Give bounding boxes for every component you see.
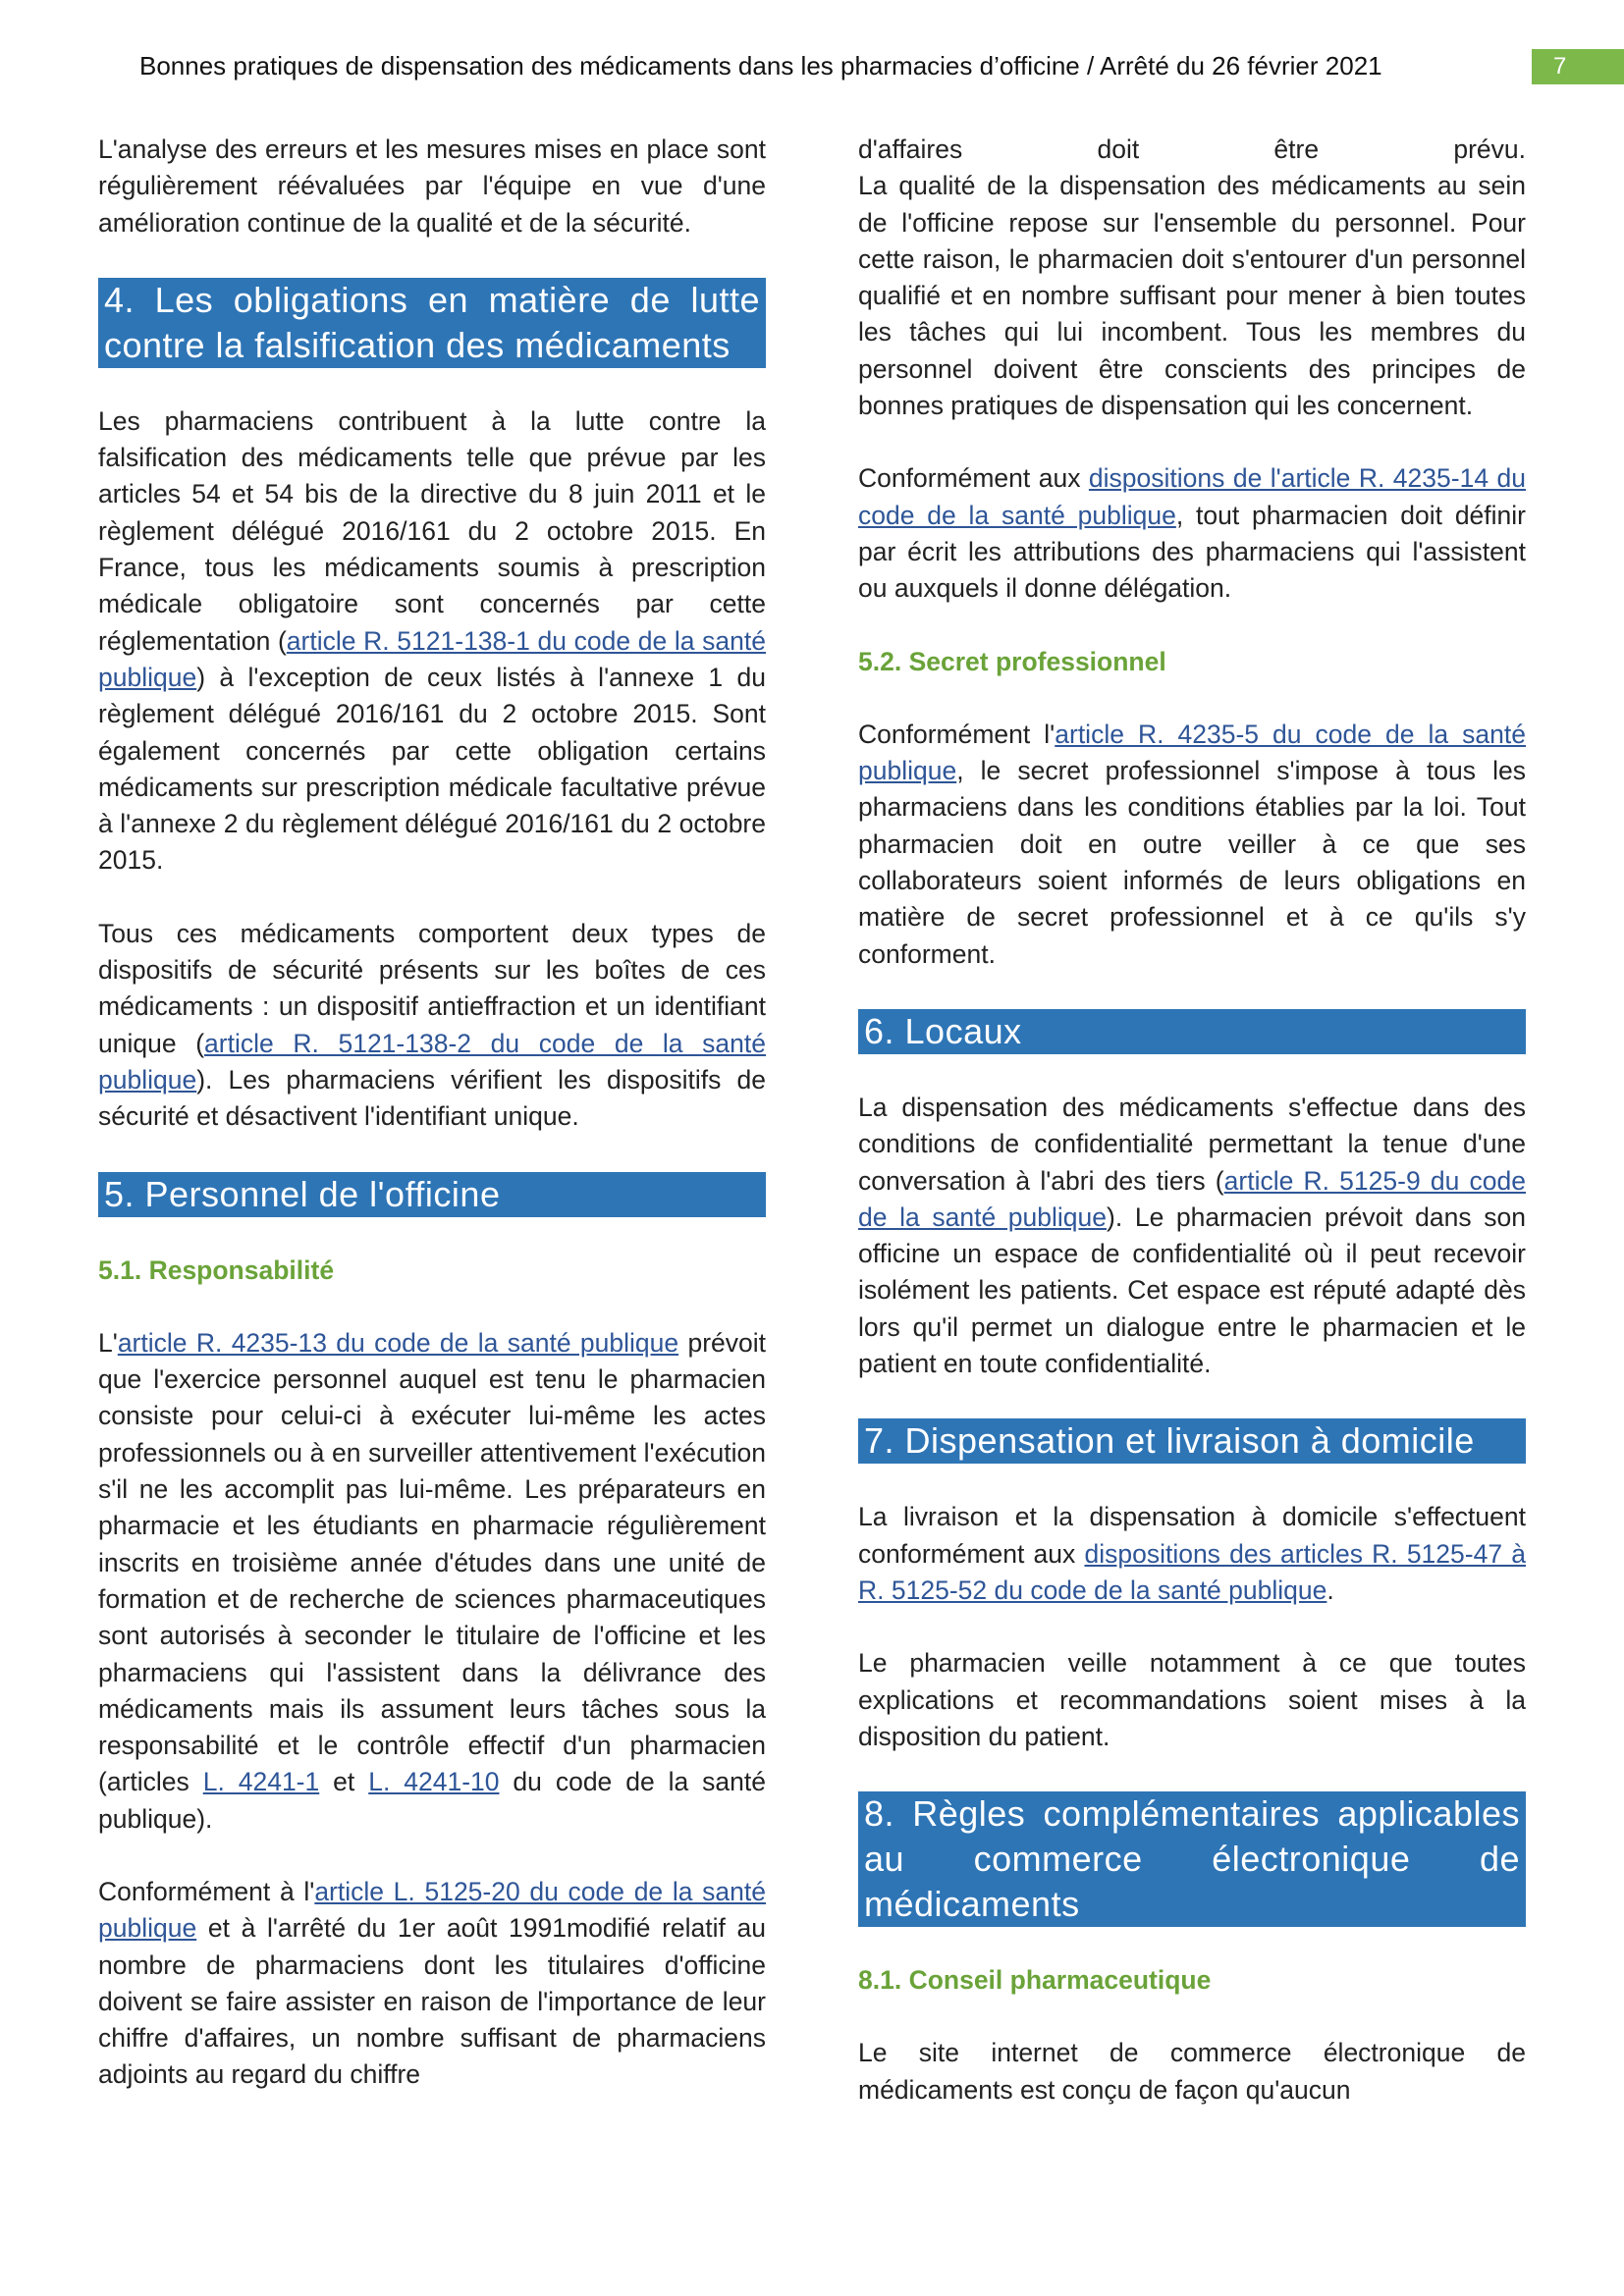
page-number: 7 <box>1532 49 1624 84</box>
paragraph: L'analyse des erreurs et les mesures mises en place sont régulièrement réévaluées par l'équipe en vue d'une amélioration continue de la qualité et de la sécurité. <box>98 134 766 238</box>
article-link[interactable]: article R. 5121-138-2 du code de la santé publique <box>98 1028 766 1095</box>
section-heading-6: 6. Locaux <box>858 1009 1526 1054</box>
paragraph: Les pharmaciens contribuent à la lutte contre la falsification des médicaments telle que prévue par les articles 54 et 54 bis de la directive du 8 juin 2011 et le règlement délégué 2016/161 du 2 octobre 2015. En France, tous les médicaments soumis à prescription médicale obligatoire sont concernés par cette réglementation (article R. 5121-138-1 du code de la santé publique) à l'exception de ceux listés à l'annexe 1 du règlement délégué 2016/161 du 2 octobre 2015. Sont également concernés par cette obligation certains médicaments sur prescription médicale facultative prévue à l'annexe 2 du règlement délégué 2016/161 du 2 octobre 2015. <box>98 405 766 876</box>
document-title: Bonnes pratiques de dispensation des médicaments dans les pharmacies d’officine / Arrêté du 26 février 2021 <box>139 51 1382 80</box>
article-link[interactable]: dispositions des articles R. 5125-47 à R. 5125-52 du code de la santé publique <box>858 1538 1526 1605</box>
article-link[interactable]: L. 4241-1 <box>202 1767 320 1797</box>
section-heading-4: 4. Les obligations en matière de lutte contre la falsification des médicaments <box>98 278 766 368</box>
right-column <box>858 132 1526 2109</box>
article-link[interactable]: article R. 5125-9 du code de la santé publique <box>858 1165 1526 1232</box>
paragraph: Conformément aux dispositions de l'article R. 4235-14 du code de la santé publique, tout pharmacien doit définir par écrit les attributions des pharmaciens qui l'assistent ou auxquels il donne délégation. <box>858 463 1526 604</box>
article-link[interactable]: article R. 4235-5 du code de la santé publique <box>858 719 1527 786</box>
paragraph: L'article R. 4235-13 du code de la santé publique prévoit que l'exercice personnel auquel est tenu le pharmacien consiste pour celui-ci à exécuter lui-même les actes professionnels ou à en surveiller attentivement l'exécution s'il ne les accomplit pas lui-même. Les préparateurs en pharmacie et les étudiants en pharmacie régulièrement inscrits en troisième année d'études dans une unité de formation et de recherche de sciences pharmaceutiques sont autorisés à seconder le titulaire de l'officine et les pharmaciens qui l'assistent dans la délivrance des médicaments mais ils assument leurs tâches sous la responsabilité et le contrôle effectif d'un pharmacien (articles L. 4241-1 et L. 4241-10 du code de la santé publique). <box>98 1327 767 1834</box>
paragraph: Conformément l'article R. 4235-5 du code de la santé publique, le secret professionnel s'impose à tous les pharmaciens dans les conditions établies par la loi. Tout pharmacien doit en outre veiller à ce que ses collaborateurs soient informés de leurs obligations en matière de secret professionnel et à ce qu'ils s'y conforment. <box>858 719 1527 969</box>
paragraph: La dispensation des médicaments s'effectue dans des conditions de confidentialité permettant la tenue d'une conversation à l'abri des tiers (article R. 5125-9 du code de la santé publique). Le pharmacien prévoit dans son officine un espace de confidentialité où il peut recevoir isolément les patients. Cet espace est réputé adapté dès lors qu'il permet un dialogue entre le pharmacien et le patient en toute confidentialité. <box>858 1092 1526 1379</box>
paragraph: d'affaires doit être prévu. <box>858 134 1526 164</box>
paragraph: La livraison et la dispensation à domicile s'effectuent conformément aux dispositions des articles R. 5125-47 à R. 5125-52 du code de la santé publique. <box>858 1502 1526 1605</box>
section-heading-8: 8. Règles complémentaires applicables au commerce électronique de médicaments <box>858 1791 1526 1927</box>
article-link[interactable]: article R. 5121-138-1 du code de la santé publique <box>98 625 766 692</box>
paragraph: Le pharmacien veille notamment à ce que toutes explications et recommandations soient mises à la disposition du patient. <box>858 1648 1526 1751</box>
article-link[interactable]: dispositions de l'article R. 4235-14 du code de la santé publique <box>858 463 1526 530</box>
article-link[interactable]: L. 4241-10 <box>368 1767 500 1797</box>
subsection-heading-5-2: 5.2. Secret professionnel <box>858 646 1166 676</box>
section-heading-7: 7. Dispensation et livraison à domicile <box>858 1418 1526 1464</box>
paragraph: La qualité de la dispensation des médicaments au sein de l'officine repose sur l'ensemble du personnel. Pour cette raison, le pharmacien doit s'entourer d'un personnel qualifié et en nombre suffisant pour mener à bien toutes les tâches qui lui incombent. Tous les membres du personnel doivent être conscients des principes de bonnes pratiques de dispensation qui les concernent. <box>858 171 1526 421</box>
paragraph: Tous ces médicaments comportent deux types de dispositifs de sécurité présents sur les boîtes de ces médicaments : un dispositif antieffraction et un identifiant unique (article R. 5121-138-2 du code de la santé publique). Les pharmaciens vérifient les dispositifs de sécurité et désactivent l'identifiant unique. <box>98 918 766 1132</box>
subsection-heading-8-1: 8.1. Conseil pharmaceutique <box>858 1965 1212 1996</box>
left-column <box>98 132 766 2094</box>
subsection-heading-5-1: 5.1. Responsabilité <box>98 1255 335 1285</box>
page-header <box>0 47 1624 86</box>
paragraph: Le site internet de commerce électronique de médicaments est conçu de façon qu'aucun <box>858 2038 1526 2105</box>
article-link[interactable]: article R. 4235-13 du code de la santé publique <box>117 1327 679 1358</box>
paragraph: Conformément à l'article L. 5125-20 du code de la santé publique et à l'arrêté du 1er août 1991modifié relatif au nombre de pharmaciens dont les titulaires d'officine doivent se faire assister en raison de l'importance de leur chiffre d'affaires, un nombre suffisant de pharmaciens adjoints au regard du chiffre <box>98 1876 766 2090</box>
article-link[interactable]: article L. 5125-20 du code de la santé publique <box>98 1876 766 1944</box>
section-heading-5: 5. Personnel de l'officine <box>98 1172 766 1217</box>
